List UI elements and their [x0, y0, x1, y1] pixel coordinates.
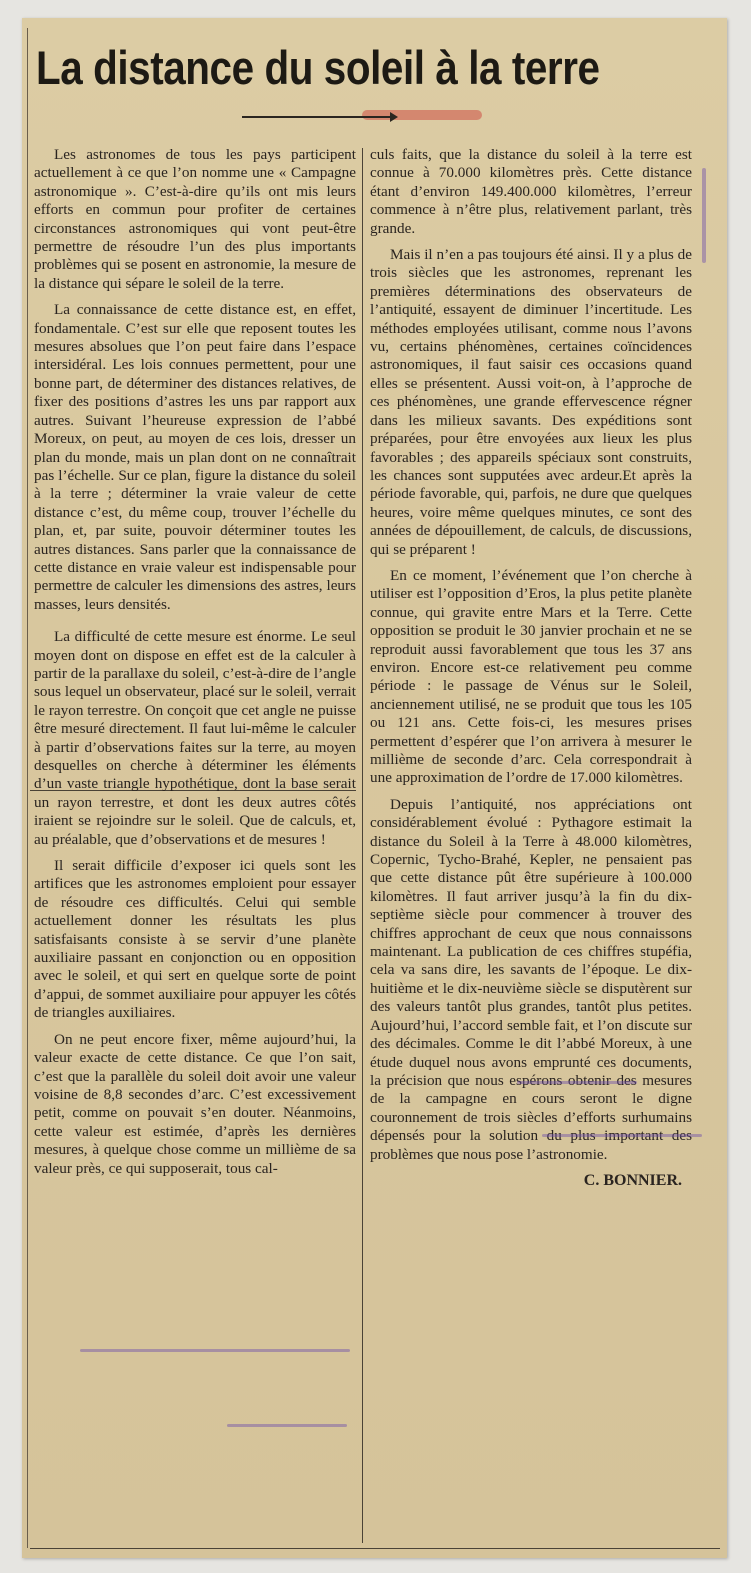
- article-title: La distance du soleil à la terre: [36, 41, 600, 94]
- purple-pencil-mark: [80, 1349, 350, 1352]
- paragraph: En ce moment, l’événement que l’on cherche à utiliser est l’opposition d’Eros, la plus petite planète connue, qui gravite entre Mars et la Terre. Cette opposition se produit le 30 janvier prochain et ne se reproduit aussi favorablement que tous les 37 ans environ. Encore est-ce relativement peu comme période : le passage de Vénus sur le Soleil, anciennement utilisé, ne se produit que tous les 105 ou 121 ans. Cette fois-ci, les mesures prises permettent d’espérer que l’on arrivera à mesurer le millième de seconde d’arc. Cela correspondrait à une approximation de l’ordre de 17.000 kilomètres.: [370, 566, 692, 787]
- purple-pencil-mark: [542, 1134, 702, 1137]
- paragraph: La connaissance de cette distance est, en effet, fondamentale. C’est sur elle que reposent toutes les mesures absolues que l’on peut faire dans l’espace intersidéral. Les lois connues permettent, pour une bonne part, de déterminer des distances relatives, de fixer des positions d’astres les uns par rapport aux autres. Suivant l’heureuse expression de l’abbé Moreux, on peut, au moyen de ces lois, dresser un plan du monde, mais un plan dont on ne connaîtrait pas l’échelle. Sur ce plan, figure la distance du soleil à la terre ; déterminer la vraie valeur de cette distance c’est, du même coup, trouver l’échelle du plan, et, par suite, pouvoir déterminer toutes les autres distances. Sans parler que la connaissance de cette distance en vraie valeur est indispensable pour permettre de calculer les dimensions des astres, leurs masses, leurs densités.: [34, 301, 356, 613]
- bottom-rule: [30, 1548, 720, 1549]
- column-right: [370, 146, 692, 1198]
- paragraph: On ne peut encore fixer, même aujourd’hui, la valeur exacte de cette distance. Ce que l’on sait, c’est que la parallèle du soleil doit avoir une valeur voisine de 8,8 secondes d’arc. C’est excessivement petit, comme on pouvait s’en douter. Néanmoins, cette valeur est estimée, d’après les dernières mesures, à quelque chose comme un millième de sa valeur près, ce qui supposerait, tous cal-: [34, 1030, 356, 1177]
- column-separator: [362, 148, 363, 1543]
- paragraph: Les astronomes de tous les pays participent actuellement à ce que l’on nomme une « Campagne astronomique ». C’est-à-dire qu’ils ont mis leurs efforts en commun pour profiter de certaines circonstances astronomiques qui vont peut-être permettre de résoudre l’un des plus importants problèmes qui se posent en astronomie, la mesure de la distance qui sépare le soleil de la terre.: [34, 146, 356, 292]
- title-arrow-rule: [242, 116, 392, 118]
- newspaper-clipping: [22, 18, 727, 1558]
- paragraph: Il serait difficile d’exposer ici quels sont les artifices que les astronomes emploient pour essayer de résoudre ces difficultés. Celui qui semble actuellement donner les résultats les plus satisfaisants consiste à se servir d’une planète auxiliaire passant en conjonction ou en opposition avec le soleil, et qui sert en quelque sorte de point d’appui, de sommet auxiliaire pour appuyer les côtés de triangles auxiliaires.: [34, 857, 356, 1022]
- red-pencil-mark: [362, 110, 482, 120]
- paragraph: culs faits, que la distance du soleil à la terre est connue à 70.000 kilomètres près. Cette distance étant d’environ 149.400.000 kilomètres, l’erreur commence à n’être plus, relativement parlant, très grande.: [370, 146, 692, 237]
- purple-pencil-mark: [702, 168, 706, 263]
- left-border-line: [27, 28, 28, 1548]
- author-signature: C. BONNIER.: [583, 1171, 682, 1189]
- purple-pencil-mark: [227, 1424, 347, 1427]
- paragraph: La difficulté de cette mesure est énorme. Le seul moyen dont on dispose en effet est de la calculer à partir de la parallaxe du soleil, c’est-à-dire de l’angle sous lequel un observateur, placé sur le soleil, verrait le rayon terrestre. On conçoit que cet angle ne puisse être mesuré directement. Il faut lui-même le calculer à partir d’observations faites sur la terre, au moyen desquelles on cherche à déterminer les éléments d’un vaste triangle hypothétique, dont la base serait un rayon terrestre, et dont les deux autres côtés iraient se rejoindre sur le soleil. Que de calculs, et, au préalable, que d’observations et de mesures !: [34, 628, 356, 848]
- column-left: [34, 146, 356, 1186]
- paragraph: Depuis l’antiquité, nos appréciations ont considérablement évolué : Pythagore estimait la distance du Soleil à la Terre à 48.000 kilomètres, Copernic, Tycho-Brahé, Kepler, ne pensaient pas que cette distance pût être supérieure à 100.000 kilomètres. Il faut arriver jusqu’à la fin du dix-septième siècle pour commencer à trouver des chiffres approchant de ceux que nous connaissons maintenant. La publication de ces chiffres stupéfia, cela va sans dire, les savants de l’époque. Le dix-huitième et le dix-neuvième siècle se disputèrent sur des valeurs tantôt plus grandes, tantôt plus petites. Aujourd’hui, l’accord semble fait, et l’on discute sur des décimales. Comme le dit l’abbé Moreux, à une étude duquel nous avons emprunté ces documents, la précision que nous espérons obtenir des mesures de la campagne en cours seront le digne couronnement de trois siècles d’efforts surhumains dépensés pour la solution du plus important des problèmes que nous pose l’astronomie.: [370, 795, 692, 1163]
- purple-pencil-mark: [517, 1081, 637, 1084]
- paragraph: Mais il n’en a pas toujours été ainsi. Il y a plus de trois siècles que les astronomes, reprenant les premières déterminations des observateurs de l’antiquité, essayent de diminuer l’incertitude. Les méthodes employées utilisant, comme nous l’avons vu, certains phénomènes, certaines coïncidences astronomiques, il faut saisir ces occasions quand elles se présentent. Aussi voit-on, à l’approche de ces phénomènes, une grande effervescence régner dans les milieux savants. Des expéditions sont préparées, pour être envoyées aux lieux les plus favorables ; des appareils spéciaux sont construits, les chances sont supputées avec ardeur.Et après la période favorable, qui, parfois, ne dure que quelques heures, voire même quelques minutes, ce sont des années de dépouillement, de calculs, de discussions, qui se préparent !: [370, 246, 692, 558]
